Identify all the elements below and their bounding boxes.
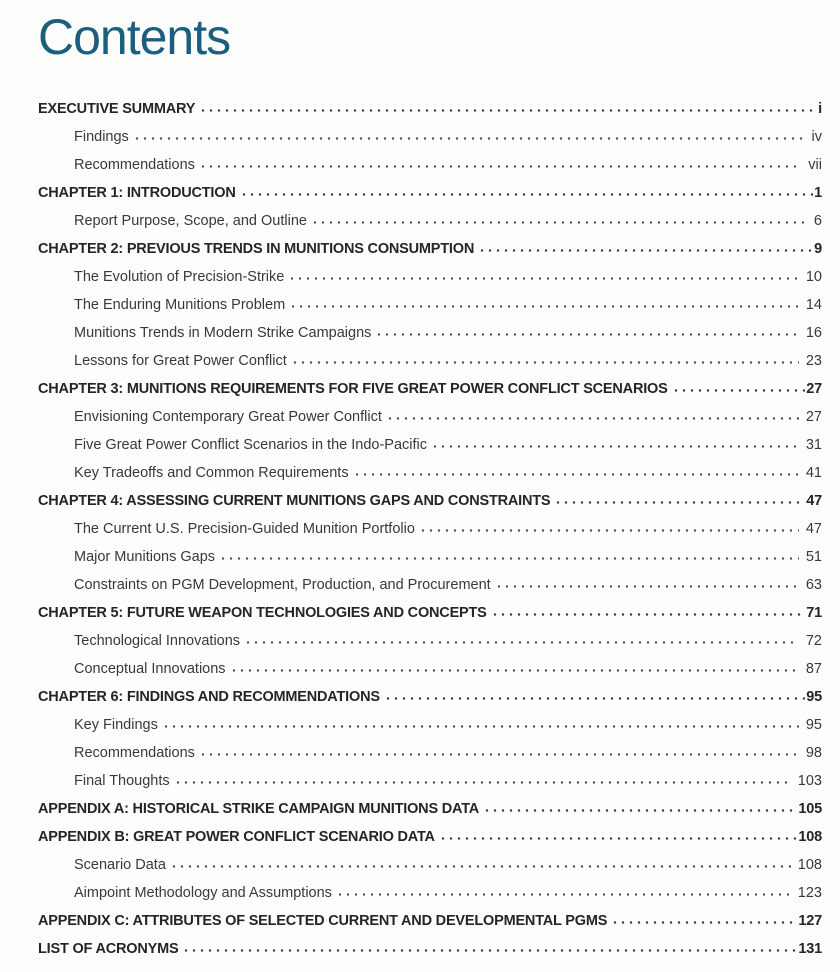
dot-leader bbox=[375, 323, 798, 338]
toc-entry-label: CHAPTER 5: FUTURE WEAPON TECHNOLOGIES AND CONCEPTS bbox=[38, 605, 487, 621]
dot-leader bbox=[311, 211, 807, 226]
dot-leader bbox=[182, 939, 797, 954]
dot-leader bbox=[419, 519, 799, 534]
dot-leader bbox=[291, 351, 799, 366]
toc-entry-label: Major Munitions Gaps bbox=[74, 549, 216, 565]
toc-entry-page: 123 bbox=[797, 885, 822, 901]
toc-entry-label: APPENDIX B: GREAT POWER CONFLICT SCENARIO DATA bbox=[38, 829, 435, 845]
toc-row[interactable] bbox=[38, 935, 822, 963]
dot-leader bbox=[174, 771, 791, 786]
toc-row[interactable] bbox=[38, 487, 822, 515]
toc-row[interactable] bbox=[38, 627, 822, 655]
dot-leader bbox=[491, 603, 806, 618]
toc-row[interactable] bbox=[38, 907, 822, 935]
toc-row[interactable] bbox=[38, 151, 822, 179]
dot-leader bbox=[483, 799, 797, 814]
toc-row[interactable] bbox=[38, 459, 822, 487]
toc-entry-page: 108 bbox=[797, 857, 822, 873]
toc-entry-page: 87 bbox=[805, 661, 822, 677]
toc-entry-page: 1 bbox=[814, 185, 822, 201]
toc-entry-label: Technological Innovations bbox=[74, 633, 241, 649]
dot-leader bbox=[289, 295, 799, 310]
toc-entry-label: Recommendations bbox=[74, 745, 195, 761]
toc-entry-label: CHAPTER 6: FINDINGS AND RECOMMENDATIONS bbox=[38, 689, 380, 705]
toc-entry-label: Conceptual Innovations bbox=[74, 661, 226, 677]
toc-row[interactable] bbox=[38, 179, 822, 207]
toc-row[interactable] bbox=[38, 851, 822, 879]
toc-entry-page: vii bbox=[808, 157, 822, 173]
dot-leader bbox=[672, 379, 806, 394]
dot-leader bbox=[199, 155, 801, 170]
toc-row[interactable] bbox=[38, 599, 822, 627]
toc-row[interactable] bbox=[38, 375, 822, 403]
toc-entry-label: Envisioning Contemporary Great Power Conflict bbox=[74, 409, 382, 425]
toc-row[interactable] bbox=[38, 123, 822, 151]
toc-entry-label: Lessons for Great Power Conflict bbox=[74, 353, 287, 369]
dot-leader bbox=[495, 575, 799, 590]
toc-entry-page: 72 bbox=[805, 633, 822, 649]
toc-entry-page: 103 bbox=[797, 773, 822, 789]
toc-entry-label: The Evolution of Precision-Strike bbox=[74, 269, 285, 285]
toc-entry-label: Key Findings bbox=[74, 717, 158, 733]
toc-entry-page: 47 bbox=[806, 493, 822, 509]
toc-entry-page: 10 bbox=[805, 269, 822, 285]
toc-row[interactable] bbox=[38, 291, 822, 319]
toc-entry-label: Five Great Power Conflict Scenarios in the Indo-Pacific bbox=[74, 437, 427, 453]
dot-leader bbox=[386, 407, 799, 422]
toc-row[interactable] bbox=[38, 683, 822, 711]
dot-leader bbox=[170, 855, 791, 870]
toc-entry-page: 9 bbox=[814, 241, 822, 257]
toc-entry-label: Report Purpose, Scope, and Outline bbox=[74, 213, 307, 229]
toc-entry-page: 105 bbox=[798, 801, 822, 817]
toc-entry-label: CHAPTER 1: INTRODUCTION bbox=[38, 185, 236, 201]
toc-entry-page: 16 bbox=[805, 325, 822, 341]
toc-entry-page: 51 bbox=[805, 549, 822, 565]
toc-entry-page: 31 bbox=[805, 437, 822, 453]
toc-row[interactable] bbox=[38, 739, 822, 767]
toc-entry-page: 6 bbox=[813, 213, 822, 229]
toc-entry-label: The Enduring Munitions Problem bbox=[74, 297, 286, 313]
toc-row[interactable] bbox=[38, 767, 822, 795]
toc-entry-label: LIST OF ACRONYMS bbox=[38, 941, 179, 957]
toc-row[interactable] bbox=[38, 795, 822, 823]
toc-row[interactable] bbox=[38, 543, 822, 571]
toc-entry-page: 108 bbox=[798, 829, 822, 845]
dot-leader bbox=[611, 911, 797, 926]
dot-leader bbox=[431, 435, 799, 450]
toc-row[interactable] bbox=[38, 431, 822, 459]
toc-entry-label: Aimpoint Methodology and Assumptions bbox=[74, 885, 332, 901]
toc-entry-page: 71 bbox=[806, 605, 822, 621]
dot-leader bbox=[162, 715, 799, 730]
toc-entry-page: 63 bbox=[805, 577, 822, 593]
dot-leader bbox=[244, 631, 799, 646]
toc-row[interactable] bbox=[38, 347, 822, 375]
toc-row[interactable] bbox=[38, 823, 822, 851]
toc-entry-label: Munitions Trends in Modern Strike Campaigns bbox=[74, 325, 372, 341]
dot-leader bbox=[219, 547, 799, 562]
toc-entry-page: 47 bbox=[805, 521, 822, 537]
toc-entry-page: 95 bbox=[806, 689, 822, 705]
toc-entry-page: 131 bbox=[798, 941, 822, 957]
toc-entry-page: 41 bbox=[805, 465, 822, 481]
toc-row[interactable] bbox=[38, 655, 822, 683]
toc-entry-page: 95 bbox=[805, 717, 822, 733]
page-title: Contents bbox=[38, 9, 231, 65]
toc-row[interactable] bbox=[38, 207, 822, 235]
toc-entry-label: CHAPTER 3: MUNITIONS REQUIREMENTS FOR FIVE GREAT POWER CONFLICT SCENARIOS bbox=[38, 381, 668, 397]
toc-entry-label: Constraints on PGM Development, Production, and Procurement bbox=[74, 577, 491, 593]
toc-list bbox=[38, 95, 822, 963]
dot-leader bbox=[554, 491, 805, 506]
dot-leader bbox=[288, 267, 799, 282]
toc-row[interactable] bbox=[38, 235, 822, 263]
toc-entry-page: 14 bbox=[805, 297, 822, 313]
dot-leader bbox=[384, 687, 805, 702]
dot-leader bbox=[199, 743, 799, 758]
toc-entry-label: Recommendations bbox=[74, 157, 195, 173]
toc-entry-page: 27 bbox=[806, 381, 822, 397]
toc-row[interactable] bbox=[38, 879, 822, 907]
toc-row[interactable] bbox=[38, 263, 822, 291]
toc-entry-label: APPENDIX A: HISTORICAL STRIKE CAMPAIGN MUNITIONS DATA bbox=[38, 801, 480, 817]
toc-entry-label: The Current U.S. Precision-Guided Munition Portfolio bbox=[74, 521, 415, 537]
toc-entry-label: CHAPTER 4: ASSESSING CURRENT MUNITIONS GAPS AND CONSTRAINTS bbox=[38, 493, 551, 509]
toc-entry-page: 23 bbox=[805, 353, 822, 369]
dot-leader bbox=[199, 99, 817, 114]
toc-row[interactable] bbox=[38, 711, 822, 739]
toc-row[interactable] bbox=[38, 403, 822, 431]
dot-leader bbox=[230, 659, 799, 674]
toc-row[interactable] bbox=[38, 319, 822, 347]
toc-row[interactable] bbox=[38, 571, 822, 599]
toc-entry-label: Key Tradeoffs and Common Requirements bbox=[74, 465, 349, 481]
dot-leader bbox=[336, 883, 791, 898]
toc-entry-page: 127 bbox=[798, 913, 822, 929]
toc-entry-label: Findings bbox=[74, 129, 129, 145]
toc-entry-label: CHAPTER 2: PREVIOUS TRENDS IN MUNITIONS CONSUMPTION bbox=[38, 241, 475, 257]
toc-row[interactable] bbox=[38, 95, 822, 123]
toc-entry-page: i bbox=[818, 101, 822, 117]
toc-entry-label: APPENDIX C: ATTRIBUTES OF SELECTED CURRENT AND DEVELOPMENTAL PGMS bbox=[38, 913, 608, 929]
dot-leader bbox=[439, 827, 798, 842]
dot-leader bbox=[353, 463, 799, 478]
toc-entry-page: 98 bbox=[805, 745, 822, 761]
dot-leader bbox=[240, 183, 814, 198]
toc-entry-page: 27 bbox=[805, 409, 822, 425]
toc-entry-label: EXECUTIVE SUMMARY bbox=[38, 101, 196, 117]
toc-entry-label: Final Thoughts bbox=[74, 773, 170, 789]
toc-entry-label: Scenario Data bbox=[74, 857, 166, 873]
dot-leader bbox=[478, 239, 813, 254]
toc-row[interactable] bbox=[38, 515, 822, 543]
dot-leader bbox=[133, 127, 805, 142]
toc-entry-page: iv bbox=[811, 129, 822, 145]
